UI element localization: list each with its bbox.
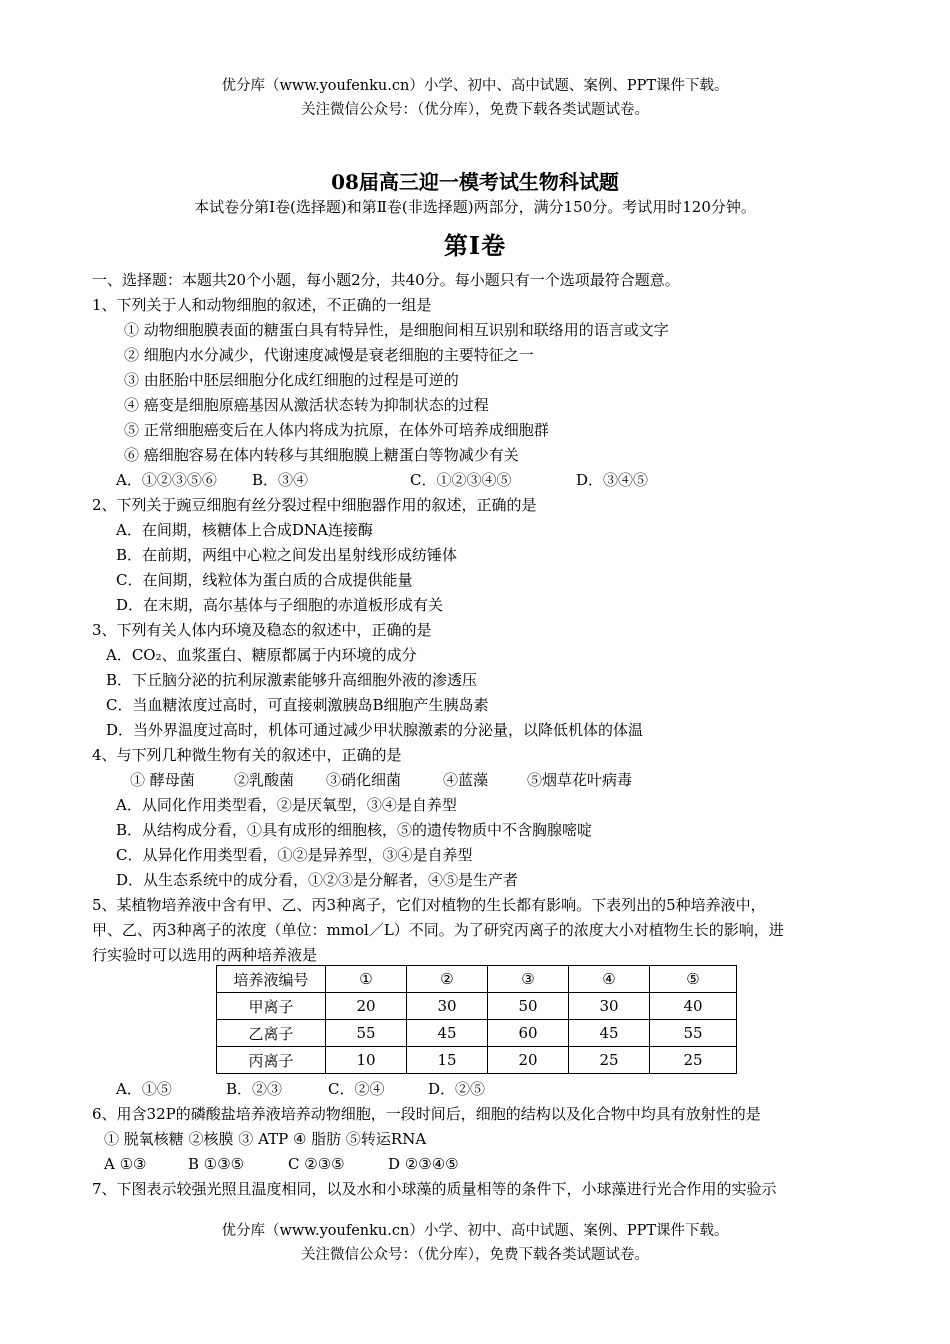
table-header-cell: 培养液编号 [217, 966, 326, 993]
table-cell: 50 [488, 993, 569, 1020]
q6-stem: 6、用含32P的磷酸盐培养液培养动物细胞，一段时间后，细胞的结构以及化合物中均具有放射性的是 [92, 1105, 761, 1123]
q4-item-3: ③硝化细菌 [326, 771, 402, 789]
table-cell: 10 [326, 1047, 407, 1074]
q7-stem: 7、下图表示较强光照且温度相同，以及水和小球藻的质量相等的条件下，小球藻进行光合作用的实验示 [92, 1180, 777, 1198]
q4-item-1: ① 酵母菌 [130, 771, 195, 789]
q5-stem-line3: 行实验时可以选用的两种培养液是 [92, 946, 318, 964]
q4-item-4: ④蓝藻 [443, 771, 489, 789]
q1-item-3: ③ 由胚胎中胚层细胞分化成红细胞的过程是可逆的 [124, 371, 459, 389]
q6-option-d: D ②③④⑤ [388, 1155, 459, 1173]
q1-item-1: ① 动物细胞膜表面的糖蛋白具有特异性，是细胞间相互识别和联络用的语言或文字 [124, 321, 669, 339]
q1-option-c: C．①②③④⑤ [410, 471, 512, 489]
q5-option-b: B．②③ [226, 1080, 283, 1098]
table-row [217, 1047, 737, 1074]
q1-option-a: A．①②③⑤⑥ [116, 471, 217, 489]
table-header-cell: ③ [488, 966, 569, 993]
table-cell: 25 [650, 1047, 737, 1074]
exam-title: 08届高三迎一模考试生物科试题 [331, 170, 619, 194]
q2-stem: 2、下列关于豌豆细胞有丝分裂过程中细胞器作用的叙述，正确的是 [92, 496, 537, 514]
volume-heading: 第Ⅰ卷 [443, 231, 507, 260]
q1-stem: 1、下列关于人和动物细胞的叙述，不正确的一组是 [92, 296, 432, 314]
table-header-row [217, 966, 737, 993]
culture-solution-table [216, 965, 737, 1074]
table-header-cell: ④ [569, 966, 650, 993]
q4-option-b: B．从结构成分看，①具有成形的细胞核，⑤的遗传物质中不含胸腺嘧啶 [116, 821, 593, 839]
table-header-cell: ② [407, 966, 488, 993]
table-cell: 45 [569, 1020, 650, 1047]
table-row [217, 993, 737, 1020]
table-cell: 乙离子 [217, 1020, 326, 1047]
table-header-cell: ① [326, 966, 407, 993]
page-footer-line2: 关注微信公众号：（优分库），免费下载各类试题试卷。 [301, 1247, 649, 1263]
q5-option-d: D．②⑤ [428, 1080, 486, 1098]
page-header-line2: 关注微信公众号：（优分库），免费下载各类试题试卷。 [301, 102, 649, 118]
table-cell: 20 [488, 1047, 569, 1074]
page-footer-line1: 优分库（www.youfenku.cn）小学、初中、高中试题、案例、PPT课件下载。 [221, 1223, 729, 1239]
q4-item-5: ⑤烟草花叶病毒 [527, 771, 633, 789]
q2-option-b: B．在前期，两组中心粒之间发出星射线形成纺锤体 [116, 546, 458, 564]
table-cell: 15 [407, 1047, 488, 1074]
q6-option-b: B ①③⑤ [188, 1155, 245, 1173]
table-cell: 丙离子 [217, 1047, 326, 1074]
table-cell: 20 [326, 993, 407, 1020]
table-cell: 40 [650, 993, 737, 1020]
q3-option-c: C．当血糖浓度过高时，可直接刺激胰岛B细胞产生胰岛素 [106, 696, 489, 714]
table-cell: 25 [569, 1047, 650, 1074]
q5-option-c: C．②④ [328, 1080, 385, 1098]
table-row [217, 1020, 737, 1047]
q3-option-d: D．当外界温度过高时，机体可通过减少甲状腺激素的分泌量，以降低机体的体温 [106, 721, 644, 739]
q1-item-2: ② 细胞内水分减少，代谢速度减慢是衰老细胞的主要特征之一 [124, 346, 534, 364]
q1-item-5: ⑤ 正常细胞癌变后在人体内将成为抗原，在体外可培养成细胞群 [124, 421, 549, 439]
q5-stem-line1: 5、某植物培养液中含有甲、乙、丙3种离子，它们对植物的生长都有影响。下表列出的5种培养液中， [92, 896, 766, 914]
q4-option-d: D．从生态系统中的成分看，①②③是分解者，④⑤是生产者 [116, 871, 519, 889]
q6-items: ① 脱氧核糖 ②核膜 ③ ATP ④ 脂肪 ⑤转运RNA [104, 1130, 427, 1148]
section-instruction: 一、选择题：本题共20个小题，每小题2分，共40分。每小题只有一个选项最符合题意。 [92, 271, 680, 289]
q1-item-6: ⑥ 癌细胞容易在体内转移与其细胞膜上糖蛋白等物减少有关 [124, 446, 519, 464]
q2-option-c: C．在间期，线粒体为蛋白质的合成提供能量 [116, 571, 413, 589]
q5-option-a: A．①⑤ [116, 1080, 172, 1098]
table-cell: 甲离子 [217, 993, 326, 1020]
q4-option-c: C．从异化作用类型看，①②是异养型，③④是自养型 [116, 846, 473, 864]
q4-stem: 4、与下列几种微生物有关的叙述中，正确的是 [92, 746, 402, 764]
q3-stem: 3、下列有关人体内环境及稳态的叙述中，正确的是 [92, 621, 432, 639]
q6-option-a: A ①③ [104, 1155, 147, 1173]
table-cell: 30 [407, 993, 488, 1020]
q2-option-d: D．在末期，高尔基体与子细胞的赤道板形成有关 [116, 596, 444, 614]
table-cell: 55 [650, 1020, 737, 1047]
q4-option-a: A．从同化作用类型看，②是厌氧型，③④是自养型 [116, 796, 457, 814]
q3-option-a: A．CO₂、血浆蛋白、糖原都属于内环境的成分 [106, 646, 417, 664]
q6-option-c: C ②③⑤ [288, 1155, 345, 1173]
q4-item-2: ②乳酸菌 [234, 771, 295, 789]
q2-option-a: A．在间期，核糖体上合成DNA连接酶 [116, 521, 373, 539]
q5-stem-line2: 甲、乙、丙3种离子的浓度（单位：mmol／L）不同。为了研究丙离子的浓度大小对植物生长的影响，进 [92, 921, 784, 939]
page-header-line1: 优分库（www.youfenku.cn）小学、初中、高中试题、案例、PPT课件下载。 [221, 78, 729, 94]
q1-item-4: ④ 癌变是细胞原癌基因从激活状态转为抑制状态的过程 [124, 396, 489, 414]
table-cell: 30 [569, 993, 650, 1020]
q3-option-b: B．下丘脑分泌的抗利尿激素能够升高细胞外液的渗透压 [106, 671, 478, 689]
q1-option-d: D．③④⑤ [576, 471, 649, 489]
q1-option-b: B．③④ [252, 471, 309, 489]
exam-subtitle: 本试卷分第Ⅰ卷(选择题)和第Ⅱ卷(非选择题)两部分，满分150分。考试用时120分钟。 [194, 198, 756, 216]
table-header-cell: ⑤ [650, 966, 737, 993]
table-cell: 55 [326, 1020, 407, 1047]
table-cell: 60 [488, 1020, 569, 1047]
table-cell: 45 [407, 1020, 488, 1047]
